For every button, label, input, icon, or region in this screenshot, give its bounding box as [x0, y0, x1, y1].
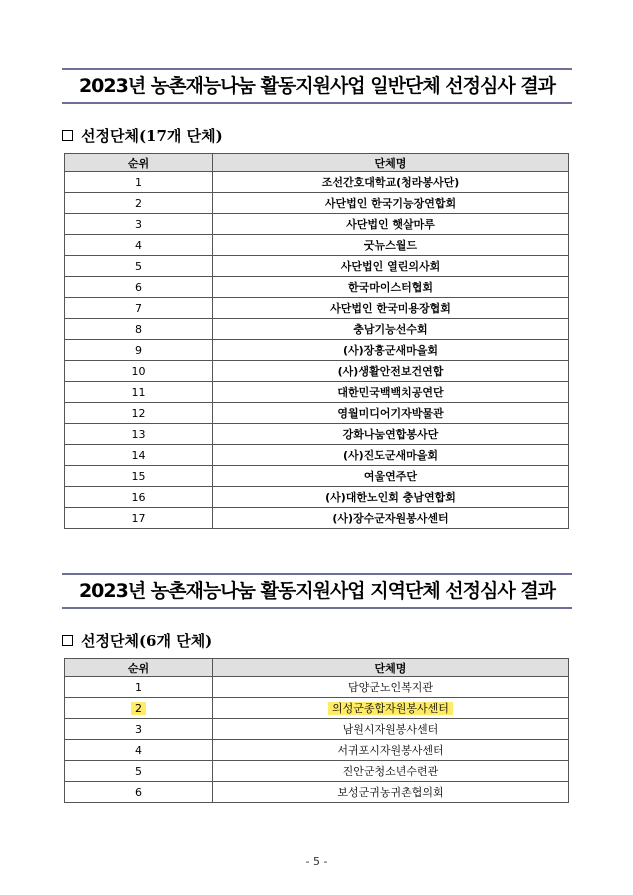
rank-cell: 5 — [65, 761, 213, 782]
section1-title: 2023년 농촌재능나눔 활동지원사업 일반단체 선정심사 결과 — [62, 68, 572, 104]
organization-name-cell: (사)생활안전보건연합 — [213, 361, 569, 382]
page-number: - 5 - — [305, 855, 328, 868]
section1-subheading — [62, 125, 223, 146]
rank-cell: 9 — [65, 340, 213, 361]
organization-name-cell: 영월미디어기자박물관 — [213, 403, 569, 424]
rank-cell: 6 — [65, 277, 213, 298]
organization-name-cell: 사단법인 햇살마루 — [213, 214, 569, 235]
organization-name-cell: 사단법인 열린의사회 — [213, 256, 569, 277]
organization-name-cell: 충남기능선수회 — [213, 319, 569, 340]
organization-name-cell: 사단법인 한국미용장협회 — [213, 298, 569, 319]
rank-cell: 10 — [65, 361, 213, 382]
organization-name-cell: 여울연주단 — [213, 466, 569, 487]
table-row — [65, 487, 569, 508]
rank-cell: 2 — [65, 193, 213, 214]
organization-name-cell: 보성군귀농귀촌협의회 — [213, 782, 569, 803]
table-header-row — [65, 154, 569, 172]
checkbox-square-icon — [62, 130, 73, 141]
highlighted-rank: 2 — [131, 702, 146, 715]
column-header-rank: 순위 — [65, 154, 213, 172]
column-header-name: 단체명 — [213, 154, 569, 172]
rank-cell: 12 — [65, 403, 213, 424]
table-row — [65, 172, 569, 193]
table-row — [65, 235, 569, 256]
organization-name-cell: 서귀포시자원봉사센터 — [213, 740, 569, 761]
organization-name-cell: (사)장수군자원봉사센터 — [213, 508, 569, 529]
rank-cell: 7 — [65, 298, 213, 319]
organization-name-cell: 남원시자원봉사센터 — [213, 719, 569, 740]
rank-cell: 17 — [65, 508, 213, 529]
table-row — [65, 319, 569, 340]
organization-name-cell: 조선간호대학교(청라봉사단) — [213, 172, 569, 193]
organization-name-cell: 대한민국백백치공연단 — [213, 382, 569, 403]
section1-table — [64, 153, 569, 529]
organization-name-cell: 사단법인 한국기능장연합회 — [213, 193, 569, 214]
table-row — [65, 193, 569, 214]
rank-cell: 15 — [65, 466, 213, 487]
rank-cell: 8 — [65, 319, 213, 340]
table-row — [65, 445, 569, 466]
rank-cell: 4 — [65, 740, 213, 761]
table-row — [65, 298, 569, 319]
rank-cell: 14 — [65, 445, 213, 466]
table-row — [65, 698, 569, 719]
section2-title: 2023년 농촌재능나눔 활동지원사업 지역단체 선정심사 결과 — [62, 573, 572, 609]
table-row — [65, 719, 569, 740]
table-row — [65, 256, 569, 277]
rank-cell: 3 — [65, 214, 213, 235]
organization-name-cell: 강화나눔연합봉사단 — [213, 424, 569, 445]
rank-cell: 1 — [65, 172, 213, 193]
organization-name-cell: 담양군노인복지관 — [213, 677, 569, 698]
table-row — [65, 677, 569, 698]
rank-cell: 11 — [65, 382, 213, 403]
section2-subheading-text: 선정단체(6개 단체) — [81, 632, 213, 650]
table-row — [65, 782, 569, 803]
table-header-row — [65, 659, 569, 677]
organization-name-cell: 한국마이스터협회 — [213, 277, 569, 298]
table-row — [65, 361, 569, 382]
highlighted-name: 의성군종합자원봉사센터 — [328, 702, 453, 715]
organization-name-cell: (사)장흥군새마을회 — [213, 340, 569, 361]
rank-cell: 4 — [65, 235, 213, 256]
table-row — [65, 761, 569, 782]
column-header-rank: 순위 — [65, 659, 213, 677]
rank-cell: 5 — [65, 256, 213, 277]
section2-subheading — [62, 630, 212, 651]
rank-cell — [65, 698, 213, 719]
table-row — [65, 340, 569, 361]
section1-subheading-text: 선정단체(17개 단체) — [81, 127, 223, 145]
rank-cell: 1 — [65, 677, 213, 698]
column-header-name: 단체명 — [213, 659, 569, 677]
organization-name-cell: (사)대한노인회 충남연합회 — [213, 487, 569, 508]
rank-cell: 13 — [65, 424, 213, 445]
checkbox-square-icon — [62, 635, 73, 646]
table-row — [65, 403, 569, 424]
organization-name-cell: (사)진도군새마을회 — [213, 445, 569, 466]
section2-table — [64, 658, 569, 803]
table-row — [65, 466, 569, 487]
table-row — [65, 277, 569, 298]
table-row — [65, 508, 569, 529]
organization-name-cell: 진안군청소년수련관 — [213, 761, 569, 782]
rank-cell: 16 — [65, 487, 213, 508]
table-row — [65, 740, 569, 761]
table-row — [65, 382, 569, 403]
table-row — [65, 424, 569, 445]
rank-cell: 6 — [65, 782, 213, 803]
organization-name-cell — [213, 698, 569, 719]
rank-cell: 3 — [65, 719, 213, 740]
table-row — [65, 214, 569, 235]
organization-name-cell: 굿뉴스월드 — [213, 235, 569, 256]
